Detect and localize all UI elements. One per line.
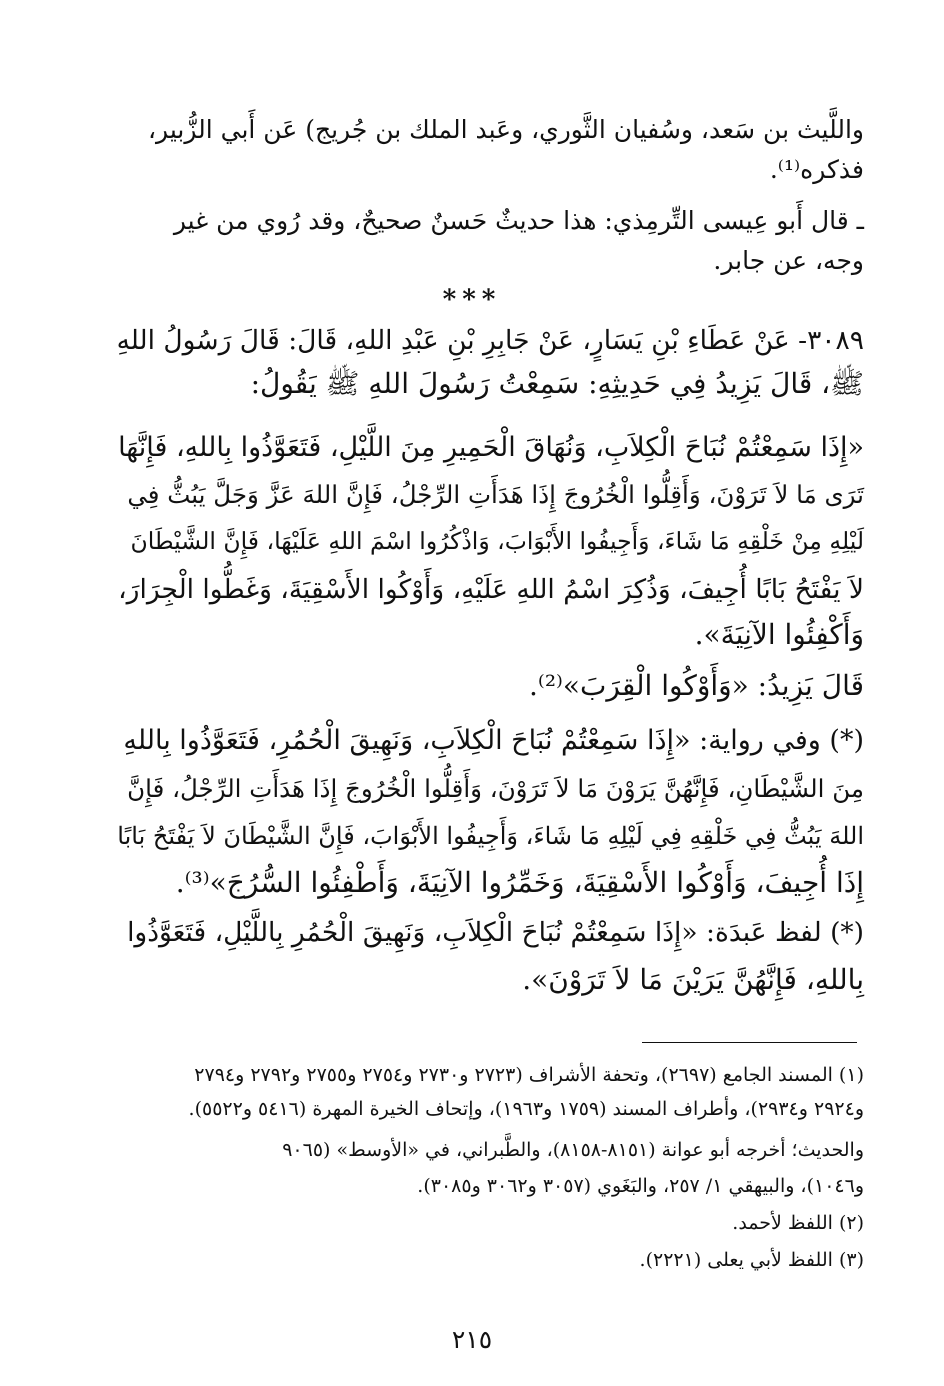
hadith-line-7: وَأَكْفِئُوا الآنِيَةَ». [694, 618, 864, 651]
hadith-line-8: قَالَ يَزِيدُ: «وَأَوْكُوا الْقِرَبَ»⁽²⁾. [529, 669, 864, 702]
section-separator: *** [442, 285, 502, 315]
footnote-line-6: (٣) اللفظ لأبي يعلى (٢٢٢١). [639, 1249, 864, 1271]
footnote-line-4: و١٠٤٦)، والبيهقي ١/ ٢٥٧، والبَغَوي (٣٠٥٧ و٣٠٦٢ و٣٠٨٥). [417, 1175, 864, 1197]
hadith-line-11: اللهَ يَبُثُّ فِي خَلْقِهِ فِي لَيْلِهِ مَا شَاءَ، وَأَجِيفُوا الأَبْوَابَ، فَإِنَّ الشَّيْطَانَ لاَ يَفْتَحُ بَابًا [117, 822, 864, 850]
footnote-line-3: والحديث؛ أخرجه أبو عوانة (٨١٥١-٨١٥٨)، والطَّبراني، في «الأوسط» (٩٠٦٥ [282, 1139, 864, 1161]
page-number: ٢١٥ [451, 1325, 493, 1354]
intro-line-3: ـ قال أَبو عِيسى التِّرمِذي: هذا حديثٌ حَسنٌ صحيحٌ، وقد رُوي من غير [173, 206, 864, 235]
hadith-line-2: ﷺ، قَالَ يَزِيدُ فِي حَدِيثِهِ: سَمِعْتُ رَسُولَ اللهِ ﷺ يَقُولُ: [250, 367, 864, 400]
footnote-line-1: (١) المسند الجامع (٢٦٩٧)، وتحفة الأشراف (٢٧٢٣ و٢٧٣٠ و٢٧٥٤ و٢٧٥٥ و٢٧٩٢ و٢٧٩٤ [194, 1064, 864, 1086]
hadith-line-14: بِاللهِ، فَإِنَّهُنَّ يَرَيْنَ مَا لاَ تَرَوْنَ». [522, 963, 864, 996]
footnote-line-2: و٢٩٢٤ و٢٩٣٤)، وأطراف المسند (١٧٥٩ و١٩٦٣)، وإتحاف الخيرة المهرة (٥٤١٦ و٥٥٢٢). [188, 1098, 864, 1120]
footnote-divider [642, 1042, 857, 1043]
hadith-line-1: ٣٠٨٩- عَنْ عَطَاءِ بْنِ يَسَارٍ، عَنْ جَابِرِ بْنِ عَبْدِ اللهِ، قَالَ: قَالَ رَسُولُ اللهِ [116, 325, 864, 356]
intro-line-4: وجه، عن جابر. [713, 246, 864, 275]
intro-line-1: واللَّيث بن سَعد، وسُفيان الثَّوري، وعَبد الملك بن جُريج) عَن أَبي الزُّبير، [147, 115, 864, 144]
hadith-line-10: مِنَ الشَّيْطَانِ، فَإِنَّهُنَّ يَرَوْنَ مَا لاَ تَرَوْنَ، وَأَقِلُّوا الْخُرُوجَ إِذَا هَدَأَتِ الرِّجْلُ، فَإِنَّ [127, 774, 864, 803]
hadith-line-12: إِذَا أُجِيفَ، وَأَوْكُوا الأَسْقِيَةَ، وَخَمِّرُوا الآنِيَةَ، وَأَطْفِئُوا السُّرُجَ»⁽³⁾. [175, 866, 864, 899]
hadith-line-6: لاَ يَفْتَحُ بَابًا أُجِيفَ، وَذُكِرَ اسْمُ اللهِ عَلَيْهِ، وَأَوْكُوا الأَسْقِيَةَ، وَغَطُّوا الْجِرَارَ، [118, 574, 864, 605]
hadith-line-13: (*) لفظ عَبدَة: «إِذَا سَمِعْتُمْ نُبَاحَ الْكِلاَبِ، وَنَهِيقَ الْحُمُرِ بِاللَّيْلِ، فَتَعَوَّذُوا [127, 917, 864, 948]
hadith-line-9: (*) وفي رواية: «إِذَا سَمِعْتُمْ نُبَاحَ الْكِلاَبِ، وَنَهِيقَ الْحُمُرِ، فَتَعَوَّذُوا بِاللهِ [123, 725, 864, 756]
hadith-line-4: تَرَى مَا لاَ تَرَوْنَ، وَأَقِلُّوا الْخُرُوجَ إِذَا هَدَأَتِ الرِّجْلُ، فَإِنَّ اللهَ عَزَّ وَجَلَّ يَبُثُّ فِي [127, 480, 864, 509]
intro-line-2: فذكره⁽¹⁾. [769, 155, 864, 184]
footnote-line-5: (٢) اللفظ لأحمد. [732, 1212, 864, 1234]
hadith-line-3: «إِذَا سَمِعْتُمْ نُبَاحَ الْكِلاَبِ، وَنُهَاقَ الْحَمِيرِ مِنَ اللَّيْلِ، فَتَعَوَّذُوا بِاللهِ، فَإِنَّهَا [118, 432, 864, 463]
hadith-line-5: لَيْلِهِ مِنْ خَلْقِهِ مَا شَاءَ، وَأَجِيفُوا الأَبْوَابَ، وَاذْكُرُوا اسْمَ اللهِ عَلَيْهَا، فَإِنَّ الشَّيْطَانَ [130, 527, 864, 555]
